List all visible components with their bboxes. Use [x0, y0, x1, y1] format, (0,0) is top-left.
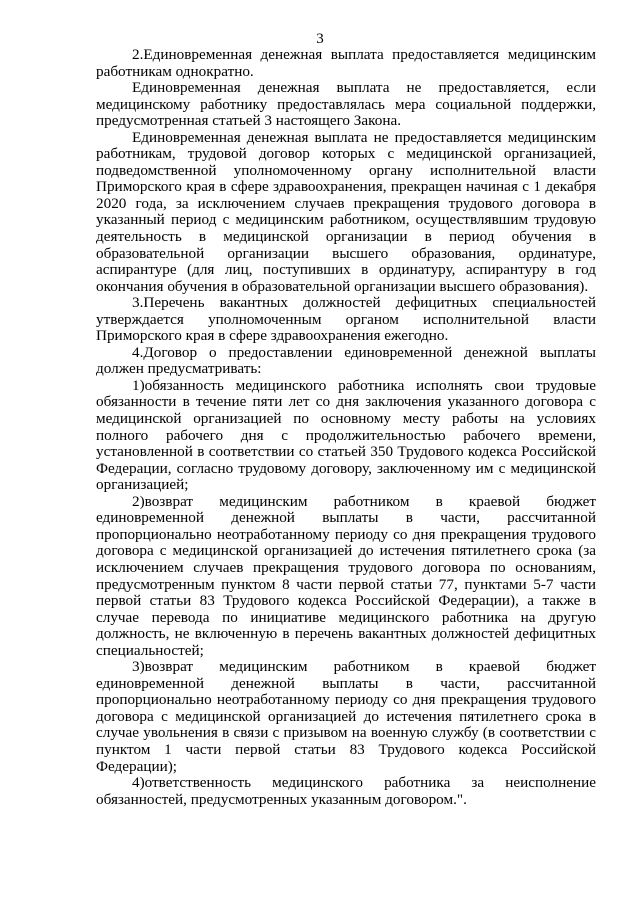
paragraph-subitem-1: 1)обязанность медицинского работника исполнять свои трудовые обязанности в течение пяти лет со дня заключения указанного договора с медицинской организацией по основному месту работы на условиях полного рабочего дня с продолжительностью рабочего времени, установленной в соответствии со статьей 350 Трудового кодекса Российской Федерации, согласно трудовому договору, заключенному им с медицинской организацией;: [96, 376, 596, 494]
document-body: [96, 47, 596, 808]
paragraph-item-4: 4.Договор о предоставлении единовременной денежной выплаты должен предусматривать:: [96, 343, 596, 378]
paragraph-exception-terminated-contract: Единовременная денежная выплата не предоставляется медицинским работникам, трудовой договор которых с медицинской организацией, подведомственной уполномоченному органу исполнительной власти Приморского края в сфере здравоохранения, прекращен начиная с 1 декабря 2020 года, за исключением случаев прекращения трудового договора в указанный период с медицинским работником, осуществлявшим трудовую деятельность в медицинской организации в период обучения в образовательной организации высшего образования, ординатуре, аспирантуре (для лиц, поступивших в ординатуру, аспирантуру в год окончания обучения в образовательной организации высшего образования).: [96, 128, 596, 295]
paragraph-subitem-2: 2)возврат медицинским работником в краевой бюджет единовременной денежной выплаты в части, рассчитанной пропорционально неотработанному периоду со дня прекращения трудового договора с медицинской организацией до истечения пятилетнего срока (за исключением случаев прекращения трудового договора по основаниям, предусмотренным пунктом 8 части первой статьи 77, пунктами 5-7 части первой статьи 83 Трудового кодекса Российской Федерации), а также в случае перевода по инициативе медицинского работника на другую должность, не включенную в перечень вакантных должностей дефицитных специальностей;: [96, 492, 596, 659]
paragraph-subitem-3: 3)возврат медицинским работником в краевой бюджет единовременной денежной выплаты в части, рассчитанной пропорционально неотработанному периоду со дня прекращения трудового договора с медицинской организацией до истечения пятилетнего срока в случае увольнения в связи с призывом на военную службу (в соответствии с пунктом 1 части первой статьи 83 Трудового кодекса Российской Федерации);: [96, 658, 596, 775]
paragraph-item-2: 2.Единовременная денежная выплата предоставляется медицинским работникам однократно.: [96, 46, 596, 80]
paragraph-exception-prior-support: Единовременная денежная выплата не предоставляется, если медицинскому работнику предоставлялась мера социальной поддержки, предусмотренная статьей 3 настоящего Закона.: [96, 79, 596, 130]
paragraph-subitem-4: 4)ответственность медицинского работника за неисполнение обязанностей, предусмотренных указанным договором.".: [96, 774, 596, 808]
page-number: 3: [316, 31, 324, 47]
paragraph-item-3: 3.Перечень вакантных должностей дефицитных специальностей утверждается уполномоченным органом исполнительной власти Приморского края в сфере здравоохранения ежегодно.: [96, 294, 596, 345]
